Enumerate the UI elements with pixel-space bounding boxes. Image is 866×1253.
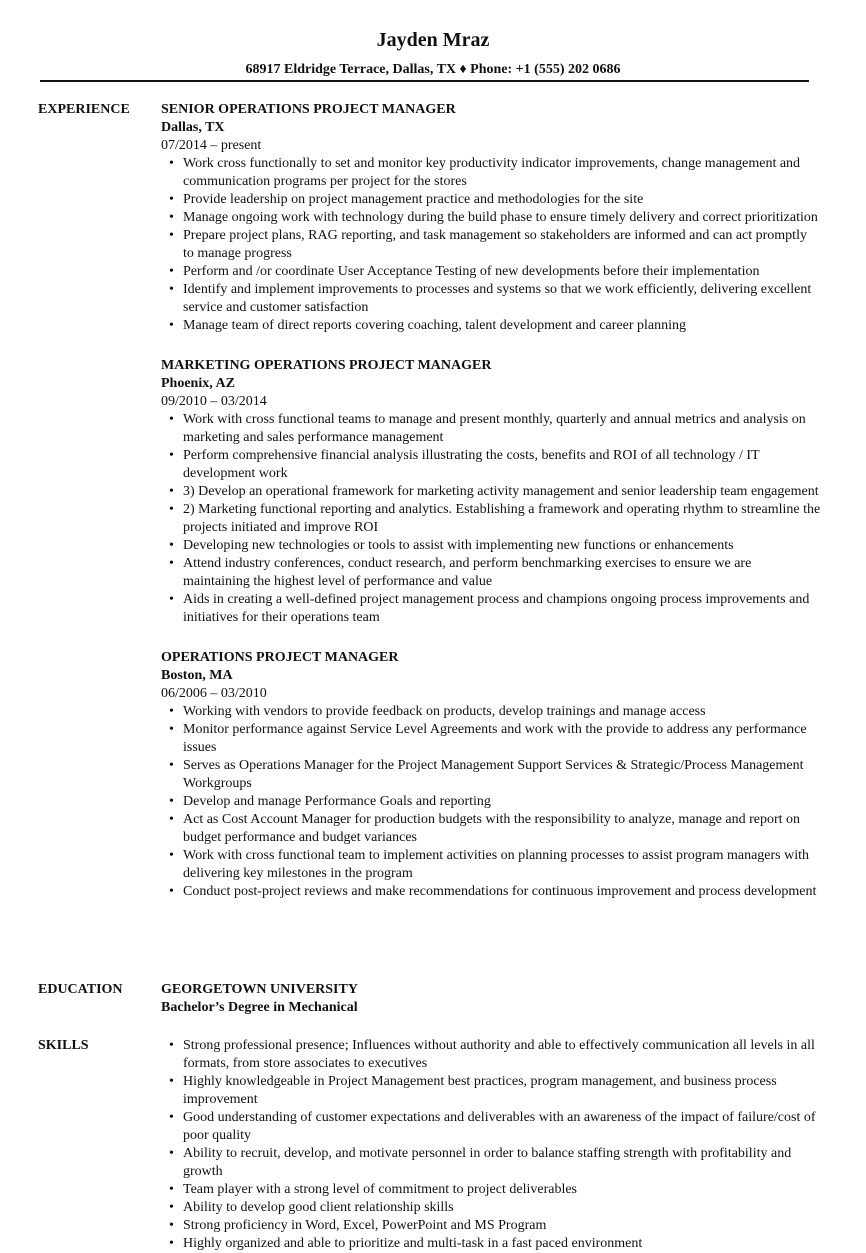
skills-label: SKILLS [38,1038,89,1053]
bullet-item: • 3) Develop an operational framework for marketing activity management and senior leadership team engagement [161,483,821,501]
job-location: Boston, MA [161,668,233,683]
job-dates: 06/2006 – 03/2010 [161,686,267,701]
bullet-item: • Act as Cost Account Manager for production budgets with the responsibility to analyze, manage and report on budget performance and budget variances [161,811,821,847]
bullet-item: • 2) Marketing functional reporting and analytics. Establishing a framework and operating rhythm to streamline the projects initiated and improve ROI [161,501,821,537]
bullet-item: • Identify and implement improvements to processes and systems so that we work efficiently, delivering excellent service and customer satisfaction [161,281,821,317]
bullet-item: • Developing new technologies or tools to assist with implementing new functions or enhancements [161,537,821,555]
bullet-item: • Prepare project plans, RAG reporting, and task management so stakeholders are informed and can act promptly to manage progress [161,227,821,263]
experience-label: EXPERIENCE [38,102,130,117]
degree: Bachelor’s Degree in Mechanical [161,1000,358,1015]
job-bullets [161,703,821,901]
bullet-item: • Working with vendors to provide feedback on products, develop trainings and manage access [161,703,821,721]
skill-item: • Good understanding of customer expectations and deliverables with an awareness of the impact of failure/cost of poor quality [161,1109,821,1145]
bullet-item: • Develop and manage Performance Goals and reporting [161,793,821,811]
bullet-item: • Attend industry conferences, conduct research, and perform benchmarking exercises to ensure we are maintaining the highest level of performance and value [161,555,821,591]
bullet-item: • Conduct post-project reviews and make recommendations for continuous improvement and process development [161,883,821,901]
job-bullets [161,155,821,335]
bullet-item: • Work with cross functional team to implement activities on planning processes to assist program managers with delivering key milestones in the program [161,847,821,883]
job-entry [161,649,821,901]
skills-body [161,1037,821,1253]
job-title: OPERATIONS PROJECT MANAGER [161,650,399,665]
job-bullets [161,411,821,627]
education-body [161,981,821,1017]
contact-line: 68917 Eldridge Terrace, Dallas, TX ♦ Phone: +1 (555) 202 0686 [245,62,621,77]
bullet-item: • Work cross functionally to set and monitor key productivity indicator improvements, change management and communication programs per project for the stores [161,155,821,191]
candidate-name: Jayden Mraz [376,29,490,51]
job-dates: 09/2010 – 03/2014 [161,394,267,409]
bullet-item: • Perform and /or coordinate User Acceptance Testing of new developments before their implementation [161,263,821,281]
skill-item: • Team player with a strong level of commitment to project deliverables [161,1181,821,1199]
bullet-item: • Monitor performance against Service Level Agreements and work with the provide to address any performance issues [161,721,821,757]
experience-body [161,101,821,923]
bullet-item: • Manage team of direct reports covering coaching, talent development and career planning [161,317,821,335]
skill-item: • Ability to recruit, develop, and motivate personnel in order to balance staffing strength with profitability and growth [161,1145,821,1181]
skills-list [161,1037,821,1253]
job-location: Phoenix, AZ [161,376,235,391]
job-title: SENIOR OPERATIONS PROJECT MANAGER [161,102,456,117]
skill-item: • Strong proficiency in Word, Excel, PowerPoint and MS Program [161,1217,821,1235]
job-location: Dallas, TX [161,120,225,135]
school-name: GEORGETOWN UNIVERSITY [161,982,358,997]
header-divider [40,80,809,82]
education-label: EDUCATION [38,982,123,997]
bullet-item: • Perform comprehensive financial analysis illustrating the costs, benefits and ROI of all technology / IT development work [161,447,821,483]
job-title: MARKETING OPERATIONS PROJECT MANAGER [161,358,492,373]
skill-item: • Strong professional presence; Influences without authority and able to effectively communication all levels in all formats, from store associates to executives [161,1037,821,1073]
bullet-item: • Serves as Operations Manager for the Project Management Support Services & Strategic/Process Management Workgroups [161,757,821,793]
job-entry [161,101,821,335]
job-entry [161,357,821,627]
bullet-item: • Manage ongoing work with technology during the build phase to ensure timely delivery and correct prioritization [161,209,821,227]
job-dates: 07/2014 – present [161,138,262,153]
bullet-item: • Work with cross functional teams to manage and present monthly, quarterly and annual metrics and analysis on marketing and sales performance management [161,411,821,447]
bullet-item: • Provide leadership on project management practice and methodologies for the site [161,191,821,209]
skill-item: • Ability to develop good client relationship skills [161,1199,821,1217]
skill-item: • Highly organized and able to prioritize and multi-task in a fast paced environment [161,1235,821,1253]
skill-item: • Highly knowledgeable in Project Management best practices, program management, and business process improvement [161,1073,821,1109]
bullet-item: • Aids in creating a well-defined project management process and champions ongoing process improvements and initiatives for their operations team [161,591,821,627]
